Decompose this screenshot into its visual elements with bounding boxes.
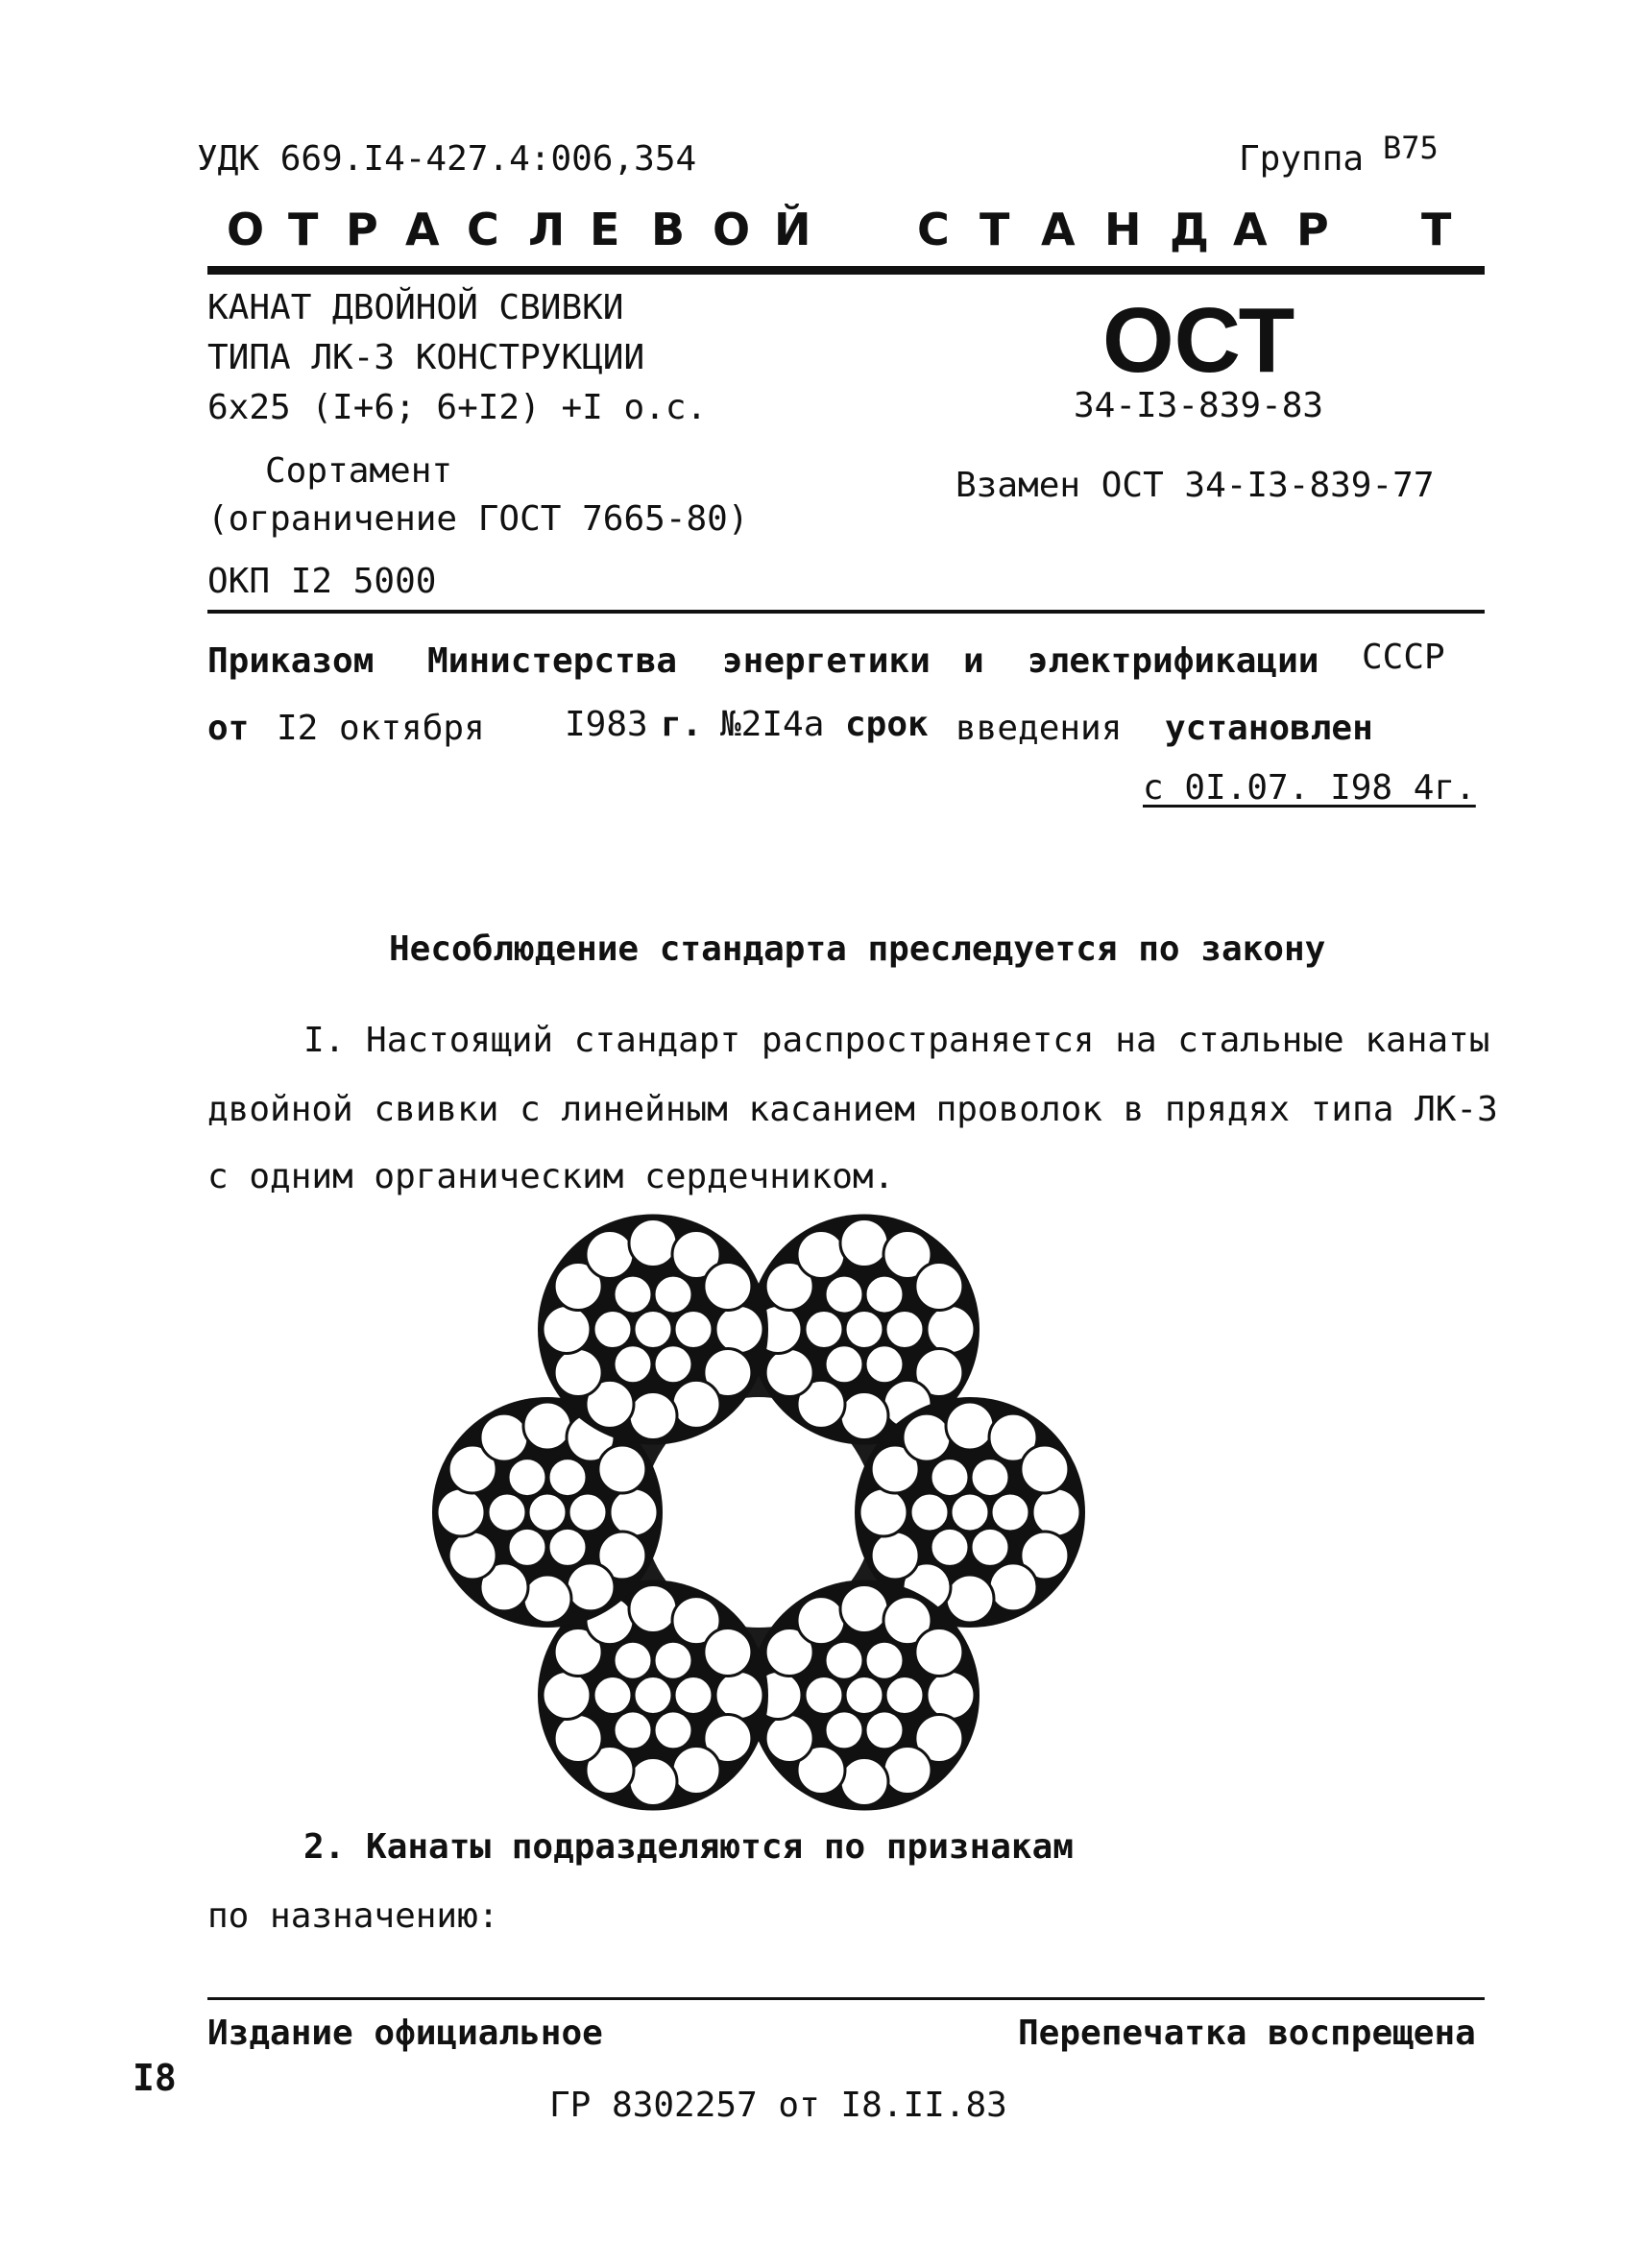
strand-outer-wire — [586, 1231, 634, 1279]
title-letter: С — [467, 204, 499, 255]
strand-outer-wire — [840, 1392, 888, 1440]
strand-outer-wire — [1021, 1445, 1069, 1493]
strand-outer-wire — [554, 1349, 602, 1397]
strand-outer-wire — [543, 1306, 591, 1354]
subject-line-4: Сортамент — [265, 451, 453, 491]
strand-inner-wire — [825, 1345, 863, 1384]
strand-inner-wire — [865, 1711, 904, 1749]
title-letter: Р — [1296, 204, 1329, 255]
strand-inner-wire — [674, 1677, 713, 1715]
title-letter: А — [1041, 204, 1076, 255]
strand-center-wire — [634, 1311, 672, 1349]
strand-outer-wire — [871, 1532, 919, 1580]
order-word: Приказом — [207, 641, 375, 681]
strand-inner-wire — [805, 1311, 843, 1349]
strand-inner-wire — [614, 1345, 652, 1384]
title-letter: А — [1233, 204, 1268, 255]
strand-outer-wire — [797, 1231, 845, 1279]
order-word: установлен — [1165, 709, 1373, 748]
strand-inner-wire — [548, 1459, 587, 1497]
effective-date: с 0I.07. I98 4г. — [1143, 768, 1476, 808]
subject-line-1: КАНАТ ДВОЙНОЙ СВИВКИ — [207, 288, 624, 327]
order-word: от — [207, 709, 250, 748]
okp-code: ОКП I2 5000 — [207, 562, 437, 601]
title-letter: Т — [1421, 204, 1452, 255]
group-value: В75 — [1383, 130, 1439, 166]
strand-outer-wire — [554, 1715, 602, 1763]
section-rule — [207, 610, 1485, 614]
strand-outer-wire — [946, 1575, 994, 1623]
udk-code: УДК 669.I4-427.4:006,354 — [197, 139, 697, 179]
strand-outer-wire — [840, 1758, 888, 1806]
strand-outer-wire — [672, 1747, 720, 1795]
title-letter: Т — [288, 204, 319, 255]
paragraph-1-line-2: двойной свивки с линейным касанием проволок в прядях типа ЛК-3 — [207, 1090, 1498, 1129]
strand-inner-wire — [885, 1311, 924, 1349]
title-letter: О — [227, 204, 265, 255]
strand-outer-wire — [629, 1585, 677, 1633]
group-label: Группа — [1239, 139, 1365, 179]
order-word: и — [963, 641, 984, 681]
title-letter: Р — [346, 204, 378, 255]
strand-center-wire — [845, 1311, 883, 1349]
strand-inner-wire — [825, 1641, 863, 1679]
order-word: I2 октября — [277, 709, 485, 748]
strand-outer-wire — [927, 1306, 975, 1354]
strand-outer-wire — [883, 1747, 931, 1795]
order-word: Министерства — [427, 641, 678, 681]
strand-outer-wire — [480, 1413, 528, 1461]
strand-outer-wire — [523, 1402, 571, 1450]
title-letter: Л — [528, 204, 566, 255]
paragraph-1-line-3: с одним органическим сердечником. — [207, 1157, 895, 1196]
law-warning: Несоблюдение стандарта преследуется по закону — [389, 929, 1326, 969]
subject-line-2: ТИПА ЛК-3 КОНСТРУКЦИИ — [207, 338, 645, 377]
paragraph-2-line-1: 2. Канаты подразделяются по признакам — [303, 1827, 1074, 1867]
standard-number: 34-I3-839-83 — [1074, 386, 1324, 425]
strand-inner-wire — [508, 1459, 546, 1497]
order-word: г. — [661, 705, 703, 744]
rope-cross-section-figure — [403, 1200, 1133, 1834]
strand-inner-wire — [805, 1677, 843, 1715]
strand-inner-wire — [548, 1528, 587, 1566]
title-letter: О — [713, 204, 751, 255]
strand-outer-wire — [543, 1672, 591, 1720]
replaces-standard: Взамен ОСТ 34-I3-839-77 — [956, 466, 1435, 505]
reprint-prohibited: Перепечатка воспрещена — [1018, 2014, 1476, 2053]
strand-outer-wire — [859, 1488, 907, 1536]
title-letter: Н — [1104, 204, 1142, 255]
strand-outer-wire — [629, 1392, 677, 1440]
strand-inner-wire — [654, 1345, 692, 1384]
subject-line-3: 6х25 (I+6; 6+I2) +I о.с. — [207, 388, 708, 427]
ost-mark: ОСТ — [1102, 289, 1295, 392]
title-letter: Й — [774, 204, 811, 255]
title-letter: В — [651, 204, 686, 255]
strand-outer-wire — [704, 1629, 752, 1677]
strand-inner-wire — [865, 1345, 904, 1384]
strand-outer-wire — [946, 1402, 994, 1450]
strand-outer-wire — [1032, 1488, 1080, 1536]
strand-inner-wire — [825, 1275, 863, 1314]
page-number: I8 — [133, 2057, 177, 2099]
strand-outer-wire — [672, 1380, 720, 1428]
footer-rule — [207, 1997, 1485, 2000]
title-letter: Д — [1170, 204, 1209, 255]
strand-inner-wire — [593, 1677, 632, 1715]
strand-inner-wire — [910, 1493, 949, 1532]
order-word: СССР — [1362, 638, 1445, 677]
strand-inner-wire — [865, 1275, 904, 1314]
strand-outer-wire — [915, 1629, 963, 1677]
strand-inner-wire — [568, 1493, 607, 1532]
title-rule — [207, 266, 1485, 275]
strand-outer-wire — [840, 1585, 888, 1633]
order-word: I983 — [565, 705, 648, 744]
strand-inner-wire — [991, 1493, 1029, 1532]
strand-outer-wire — [629, 1758, 677, 1806]
strand-outer-wire — [765, 1349, 813, 1397]
order-number: №2I4а — [720, 705, 825, 744]
strand-outer-wire — [765, 1715, 813, 1763]
strand-outer-wire — [437, 1488, 485, 1536]
strand-inner-wire — [885, 1677, 924, 1715]
title-letter: Т — [980, 204, 1010, 255]
strand-outer-wire — [840, 1219, 888, 1267]
strand-outer-wire — [610, 1488, 658, 1536]
strand-outer-wire — [523, 1575, 571, 1623]
strand-outer-wire — [797, 1597, 845, 1645]
subject-line-5: (ограничение ГОСТ 7665-80) — [207, 499, 749, 539]
strand-center-wire — [634, 1677, 672, 1715]
strand-inner-wire — [931, 1459, 969, 1497]
strand-outer-wire — [598, 1445, 646, 1493]
paragraph-1-line-1: I. Настоящий стандарт распространяется на стальные канаты — [303, 1021, 1490, 1060]
registration-number: ГР 8302257 от I8.II.83 — [549, 2086, 1007, 2125]
title-letter: С — [917, 204, 950, 255]
strand-outer-wire — [448, 1532, 496, 1580]
strand-inner-wire — [971, 1459, 1009, 1497]
order-word: введения — [956, 709, 1123, 748]
order-word: электрификации — [1028, 641, 1319, 681]
strand-outer-wire — [715, 1672, 763, 1720]
strand-outer-wire — [704, 1263, 752, 1311]
strand-inner-wire — [654, 1641, 692, 1679]
order-word: срок — [845, 705, 929, 744]
strand-outer-wire — [629, 1219, 677, 1267]
strand-outer-wire — [915, 1263, 963, 1311]
strand-inner-wire — [488, 1493, 526, 1532]
strand-outer-wire — [567, 1563, 615, 1611]
title-letter: Е — [590, 204, 620, 255]
strand-inner-wire — [971, 1528, 1009, 1566]
strand-inner-wire — [614, 1711, 652, 1749]
strand-inner-wire — [614, 1275, 652, 1314]
strand-inner-wire — [654, 1711, 692, 1749]
order-word: энергетики — [722, 641, 931, 681]
official-edition: Издание официальное — [207, 2014, 603, 2053]
strand-outer-wire — [927, 1672, 975, 1720]
strand-center-wire — [528, 1493, 567, 1532]
strand-inner-wire — [614, 1641, 652, 1679]
strand-inner-wire — [931, 1528, 969, 1566]
strand-inner-wire — [654, 1275, 692, 1314]
strand-inner-wire — [593, 1311, 632, 1349]
strand-center-wire — [845, 1677, 883, 1715]
strand-outer-wire — [715, 1306, 763, 1354]
strand-inner-wire — [508, 1528, 546, 1566]
strand-outer-wire — [989, 1563, 1037, 1611]
strand-inner-wire — [674, 1311, 713, 1349]
paragraph-2-line-2: по назначению: — [207, 1896, 499, 1936]
strand-inner-wire — [865, 1641, 904, 1679]
strand-inner-wire — [825, 1711, 863, 1749]
strand-center-wire — [951, 1493, 989, 1532]
title-letter: А — [405, 204, 440, 255]
strand-outer-wire — [903, 1413, 951, 1461]
